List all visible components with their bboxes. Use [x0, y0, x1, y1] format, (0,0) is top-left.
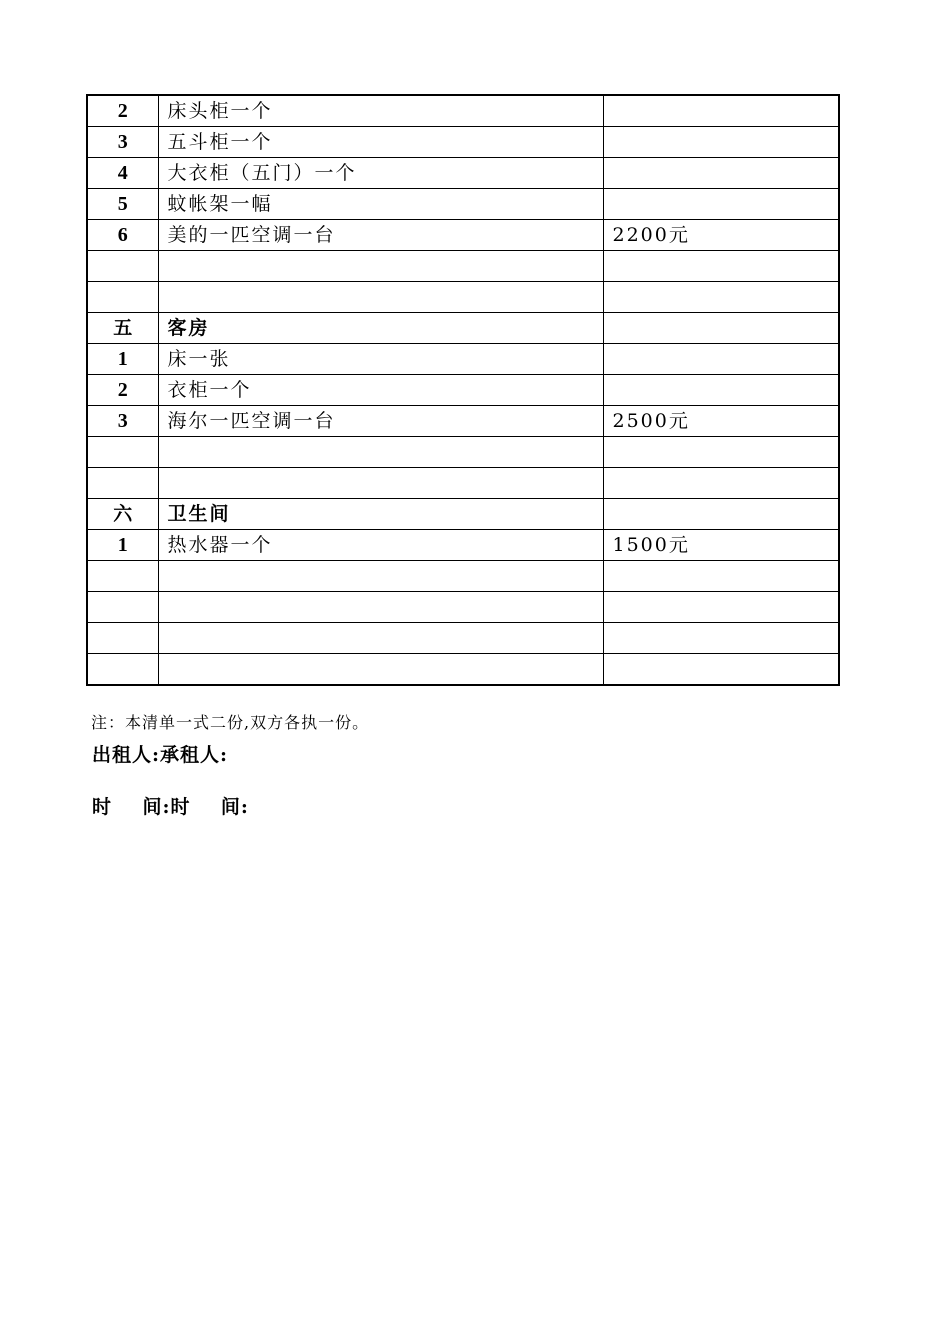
item-name-cell: 床一张 [158, 344, 603, 375]
table-row [87, 561, 839, 592]
table-row [87, 95, 839, 127]
item-name-cell: 海尔一匹空调一台 [158, 406, 603, 437]
item-name-cell: 美的一匹空调一台 [158, 220, 603, 251]
row-number-cell: 五 [87, 313, 158, 344]
item-price-cell [603, 282, 839, 313]
signature-dates: 时 间:时 间: [92, 796, 249, 818]
table-row [87, 375, 839, 406]
row-number-cell [87, 654, 158, 686]
row-number-cell: 6 [87, 220, 158, 251]
table-row [87, 282, 839, 313]
item-name-cell [158, 561, 603, 592]
item-price-cell [603, 344, 839, 375]
table-row [87, 158, 839, 189]
row-number-cell: 1 [87, 530, 158, 561]
item-name-cell [158, 437, 603, 468]
table-row [87, 189, 839, 220]
item-name-cell: 卫生间 [158, 499, 603, 530]
row-number-cell: 3 [87, 406, 158, 437]
table-row [87, 220, 839, 251]
item-name-cell [158, 623, 603, 654]
table-row [87, 344, 839, 375]
row-number-cell: 1 [87, 344, 158, 375]
item-price-cell [603, 561, 839, 592]
row-number-cell [87, 437, 158, 468]
item-price-cell [603, 158, 839, 189]
item-price-cell [603, 623, 839, 654]
table-row [87, 654, 839, 686]
table-row [87, 592, 839, 623]
row-number-cell: 2 [87, 375, 158, 406]
section-header-row [87, 313, 839, 344]
table-row [87, 127, 839, 158]
item-name-cell: 客房 [158, 313, 603, 344]
item-price-cell [603, 189, 839, 220]
item-name-cell: 五斗柜一个 [158, 127, 603, 158]
table-row [87, 251, 839, 282]
item-name-cell: 床头柜一个 [158, 95, 603, 127]
row-number-cell: 4 [87, 158, 158, 189]
row-number-cell: 3 [87, 127, 158, 158]
item-name-cell [158, 654, 603, 686]
table-row [87, 530, 839, 561]
section-header-row [87, 499, 839, 530]
item-price-cell [603, 592, 839, 623]
signature-parties: 出租人:承租人: [92, 744, 229, 766]
item-name-cell [158, 468, 603, 499]
item-price-cell [603, 375, 839, 406]
item-price-cell [603, 499, 839, 530]
row-number-cell: 六 [87, 499, 158, 530]
item-name-cell: 衣柜一个 [158, 375, 603, 406]
table-row [87, 468, 839, 499]
inventory-table-body [87, 95, 839, 685]
item-price-cell [603, 127, 839, 158]
row-number-cell [87, 468, 158, 499]
item-price-cell [603, 251, 839, 282]
item-price-cell: 2500元 [603, 406, 839, 437]
inventory-table [86, 94, 840, 686]
inventory-note: 注：本清单一式二份,双方各执一份。 [91, 713, 370, 732]
row-number-cell [87, 251, 158, 282]
item-name-cell [158, 282, 603, 313]
item-name-cell: 蚊帐架一幅 [158, 189, 603, 220]
row-number-cell [87, 623, 158, 654]
row-number-cell [87, 282, 158, 313]
row-number-cell [87, 561, 158, 592]
item-name-cell [158, 251, 603, 282]
item-price-cell [603, 95, 839, 127]
item-name-cell: 大衣柜（五门）一个 [158, 158, 603, 189]
table-row [87, 406, 839, 437]
table-row [87, 623, 839, 654]
item-price-cell [603, 437, 839, 468]
item-name-cell: 热水器一个 [158, 530, 603, 561]
item-price-cell [603, 313, 839, 344]
row-number-cell: 2 [87, 95, 158, 127]
item-price-cell: 2200元 [603, 220, 839, 251]
item-name-cell [158, 592, 603, 623]
row-number-cell [87, 592, 158, 623]
row-number-cell: 5 [87, 189, 158, 220]
item-price-cell [603, 468, 839, 499]
item-price-cell [603, 654, 839, 686]
item-price-cell: 1500元 [603, 530, 839, 561]
table-row [87, 437, 839, 468]
